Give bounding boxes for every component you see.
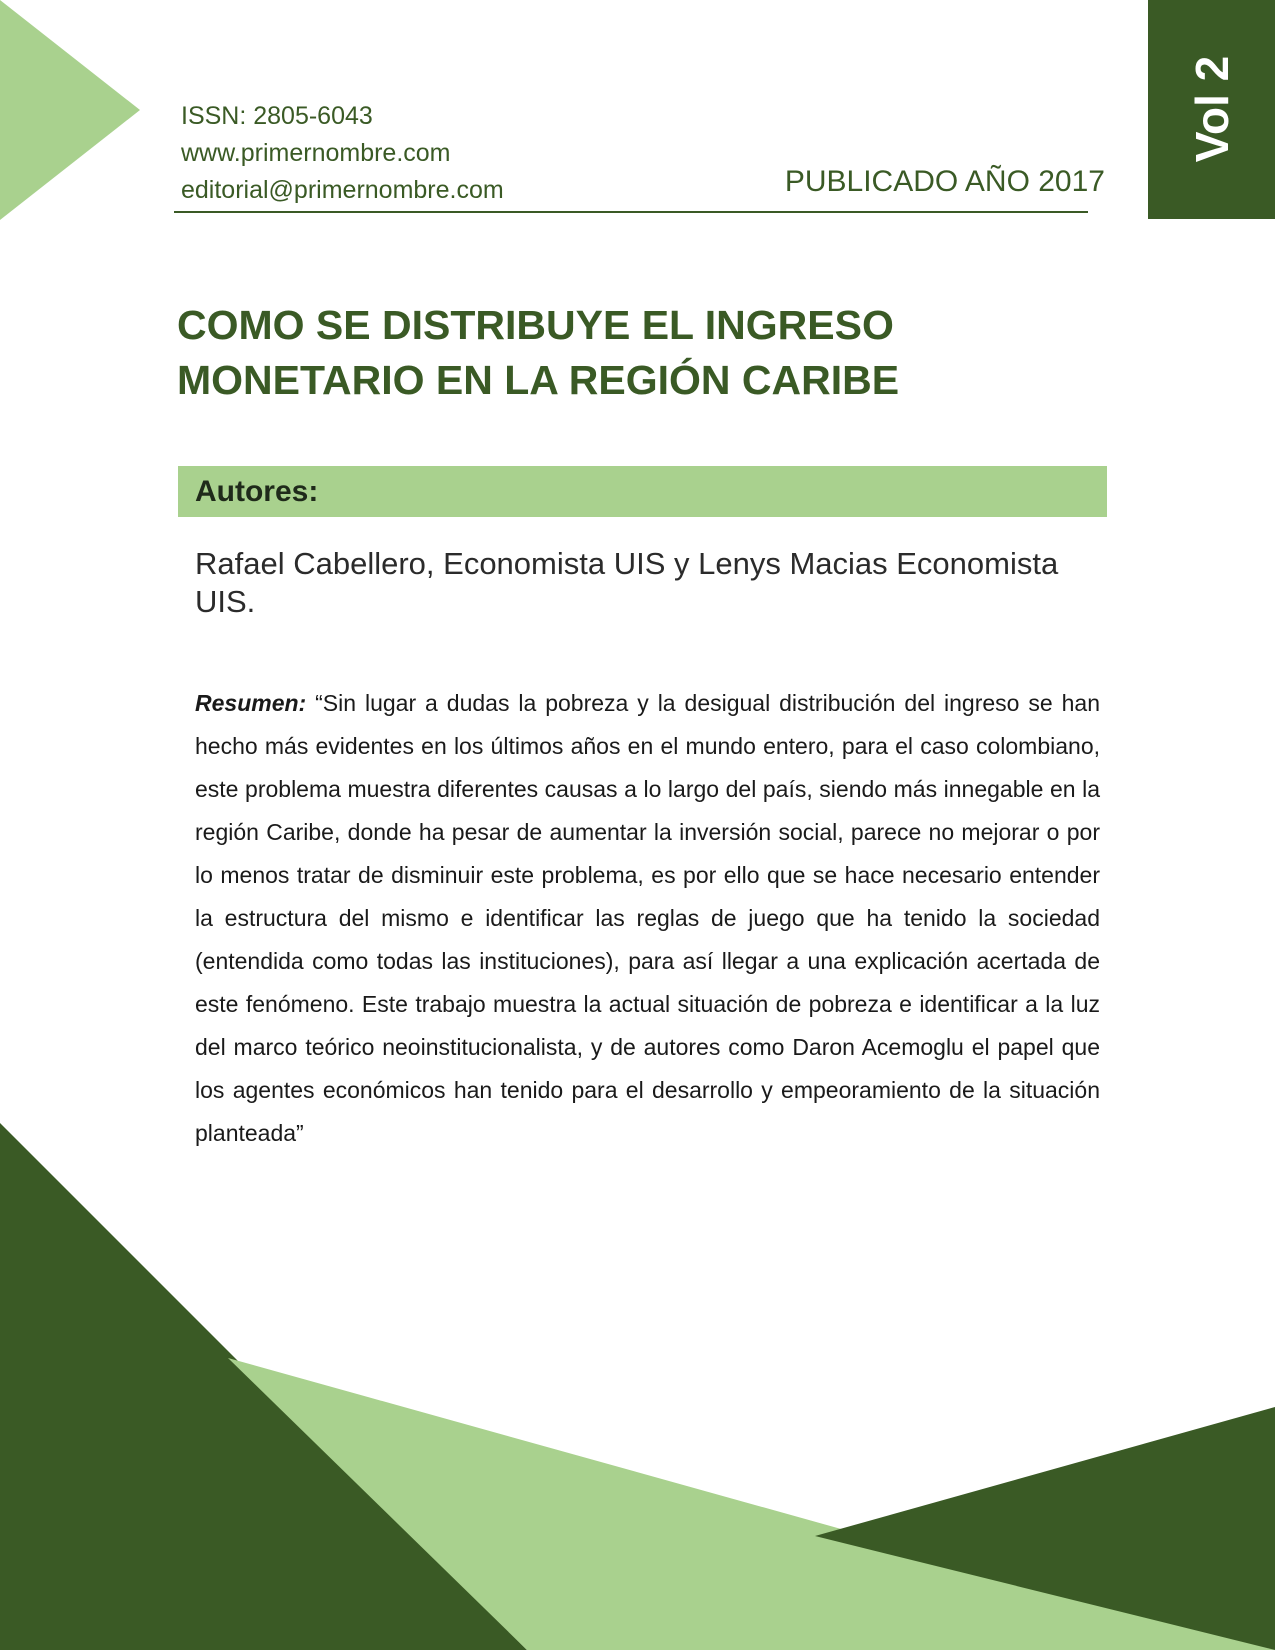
authors-heading-bar <box>178 466 1107 517</box>
abstract-label: Resumen: <box>195 690 307 716</box>
abstract <box>195 682 1100 1155</box>
volume-label: Vol 2 <box>1185 55 1238 163</box>
article-title-line-1: COMO SE DISTRIBUYE EL INGRESO <box>177 302 894 348</box>
journal-info <box>181 98 504 209</box>
top-left-triangle <box>0 0 140 220</box>
article-title <box>177 298 1107 408</box>
header-divider <box>174 211 1088 213</box>
email-link[interactable]: editorial@primernombre.com <box>181 176 504 204</box>
volume-tab <box>1148 0 1275 219</box>
authors-heading: Autores: <box>195 475 319 508</box>
issn: ISSN: 2805-6043 <box>181 102 373 130</box>
authors-list: Rafael Cabellero, Economista UIS y Lenys Macias Economista UIS. <box>195 546 1059 619</box>
abstract-text: “Sin lugar a dudas la pobreza y la desigual distribución del ingreso se han hecho más evidentes en los últimos años en el mundo entero, para el caso colombiano, este problema muestra diferentes causas a lo largo del país, siendo más innegable en la región Caribe, donde ha pesar de aumentar la inversión social, parece no mejorar o por lo menos tratar de disminuir este problema, es por ello que se hace necesario entender la estructura del mismo e identificar las reglas de juego que ha tenido la sociedad (entendida como todas las instituciones), para así llegar a una explicación acertada de este fenómeno. Este trabajo muestra la actual situación de pobreza e identificar a la luz del marco teórico neoinstitucionalista, y de autores como Daron Acemoglu el papel que los agentes económicos han tenido para el desarrollo y empeoramiento de la situación planteada” <box>195 690 1100 1146</box>
website-link[interactable]: www.primernombre.com <box>181 139 451 167</box>
publication-year: PUBLICADO AÑO 2017 <box>784 165 1105 198</box>
article-title-line-2: MONETARIO EN LA REGIÓN CARIBE <box>177 357 900 403</box>
